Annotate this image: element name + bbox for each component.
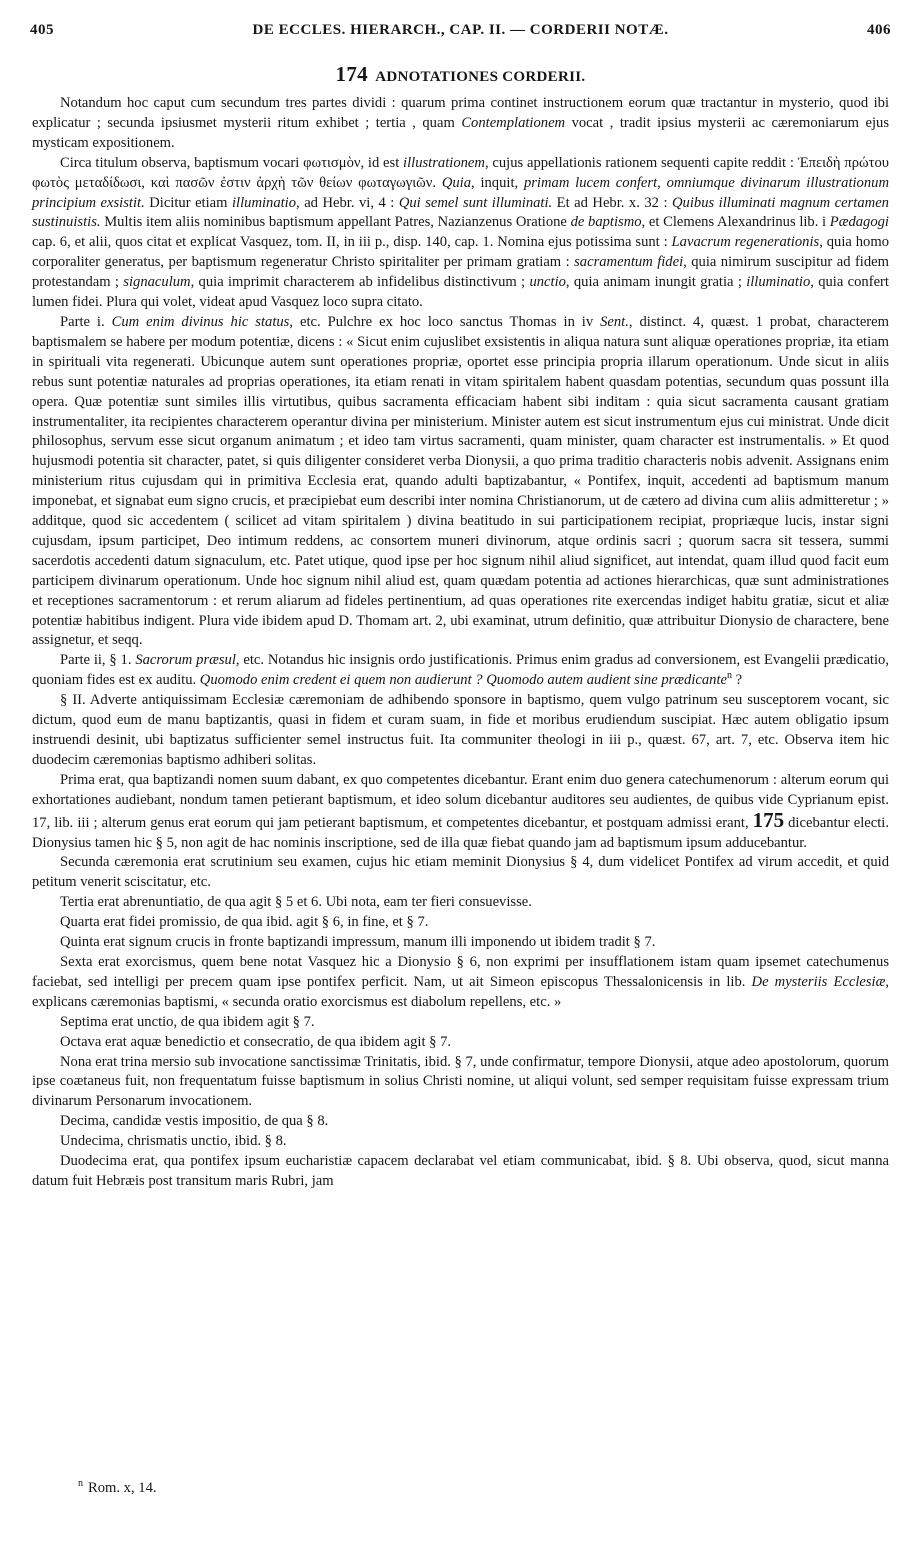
text-run: , cujus appellationis rationem sequenti capite reddit : Ἐπειδὴ πρώτου φωτὸς μεταδίδωσι, καὶ πασῶν ἐστιν ἀρχὴ τῶν θείων φωταγωγιῶν.: [32, 154, 889, 191]
text-run: Octava erat aquæ benedictio et consecratio, de qua ibidem agit § 7.: [60, 1033, 452, 1050]
paragraph: [32, 771, 889, 854]
paragraph: [32, 933, 889, 953]
footnote-mark: n: [78, 1478, 83, 1489]
text-run: Et ad Hebr. x. 32 :: [552, 194, 672, 211]
paragraph: [32, 893, 889, 913]
italic-text: de baptismo: [570, 214, 642, 231]
italic-text: unctio: [529, 274, 566, 291]
paragraph: [32, 953, 889, 1013]
text-run: Multis item aliis nominibus baptismum appellant Patres, Nazianzenus Oratione: [100, 214, 571, 231]
column-number: 174: [335, 62, 368, 86]
text-run: , inquit,: [471, 174, 524, 191]
paragraph: [32, 913, 889, 933]
italic-text: Sent.: [600, 313, 629, 330]
italic-text: primam lucem confert, omniumque divinarum illustrationum principium exsistit.: [32, 174, 889, 211]
paragraph: [32, 691, 889, 771]
text-run: Nona erat trina mersio sub invocatione sanctissimæ Trinitatis, ibid. § 7, unde confirmatur, tempore Dionysii, atque adeo apostolorum, quorum ipse coætaneus fuit, non frequentatum fuisse baptismum in solius Christi nomine, ut aliqui volunt, sed semper requisitam fuisse expressam trium divinarum Personarum invocationem.: [32, 1053, 889, 1110]
text-run: Quinta erat signum crucis in fronte baptizandi impressum, manum illi imponendo ut ibidem tradit § 7.: [60, 934, 656, 951]
text-run: Quarta erat fidei promissio, de qua ibid. agit § 6, in fine, et § 7.: [60, 914, 429, 931]
footnote-ref: n: [726, 670, 732, 682]
italic-text: De mysteriis Ecclesiæ: [751, 973, 886, 990]
paragraph: [32, 651, 889, 691]
text-run: Sexta erat exorcismus, quem bene notat Vasquez hic a Dionysio § 6, non exprimi per insufflationem istam quam ipsemet catechumenus faciebat, sed intelligi per precem quam ipse pontifex perficit. Nam, ut ait Simeon episcopus Thessalonicensis in lib.: [32, 953, 889, 990]
italic-text: Qui semel sunt illuminati.: [398, 194, 553, 211]
italic-text: illuminatio: [746, 274, 811, 291]
paragraph: [32, 1132, 889, 1152]
italic-text: sacramentum fidei: [574, 254, 684, 271]
paragraph: [32, 313, 889, 651]
paragraph: [32, 1152, 889, 1192]
column-number-inline: 175: [752, 807, 785, 832]
text-run: Decima, candidæ vestis impositio, de qua § 8.: [60, 1113, 329, 1130]
running-title: DE ECCLES. HIERARCH., CAP. II. — CORDERII NOTÆ.: [252, 22, 669, 38]
paragraph: [32, 1112, 889, 1132]
italic-text: Lavacrum regenerationis: [671, 234, 820, 251]
text-run: Prima erat, qua baptizandi nomen suum dabant, ex quo competentes dicebantur. Erant enim duo genera catechumenorum : alterum eorum qui exhortationes audiebant, nondum tamen petierant baptismum, et ideo solum dicebantur auditores seu audientes, de quibus vide Cyprianum epist. 17, lib. iii ; alterum genus erat eorum qui jam petierant baptismum, et competentes dicebantur, et postquam admissi erant,: [32, 771, 889, 831]
text-run: Septima erat unctio, de qua ibidem agit § 7.: [60, 1013, 315, 1030]
footnote: [78, 1478, 157, 1497]
text-run: , quia nimirum suscipitur ad fidem protestandam ;: [32, 254, 889, 291]
text-run: dicebantur electi. Dionysius tamen hic § 5, non agit de hac nominis inscriptione, sed de illa quæ fiebat quando jam ad baptismum ipsum adducebantur.: [32, 814, 889, 851]
text-run: , quia confert lumen fidei. Plura qui volet, videat apud Vasquez loco supra citato.: [32, 274, 889, 311]
text-run: ?: [731, 672, 743, 689]
section-heading: [30, 62, 891, 87]
running-header: [30, 22, 891, 42]
paragraph: [32, 94, 889, 154]
section-title: ADNOTATIONES CORDERII.: [375, 69, 586, 85]
footnote-text: Rom. x, 14.: [88, 1479, 157, 1496]
text-run: Secunda cæremonia erat scrutinium seu examen, cujus hic etiam meminit Dionysius § 4, dum videlicet Pontifex ad virum accedit, et quid petitum venerit sciscitatur, etc.: [32, 854, 889, 891]
text-run: Circa titulum observa, baptismum vocari φωτισμὸν, id est: [60, 154, 404, 171]
text-run: , etc. Pulchre ex hoc loco sanctus Thomas in iv: [289, 313, 601, 330]
italic-text: Quibus illuminati magnum certamen sustinuistis.: [32, 194, 889, 231]
text-run: Undecima, chrismatis unctio, ibid. § 8.: [60, 1133, 287, 1150]
text-run: , et Clemens Alexandrinus lib. i: [641, 214, 830, 231]
text-run: , explicans cæremonias baptismi, « secunda oratio exorcismus est diabolum repellens, etc. »: [32, 973, 889, 1010]
text-run: cap. 6, et alii, quos citat et explicat Vasquez, tom. II, in iii p., disp. 140, cap. 1. Nomina ejus potissima sunt :: [32, 234, 672, 251]
text-run: Dicitur etiam: [144, 194, 232, 211]
page-number-right: 406: [867, 22, 891, 38]
paragraph: [32, 853, 889, 893]
italic-text: Quia: [441, 174, 471, 191]
italic-text: illuminatio: [231, 194, 297, 211]
text-run: , quia animam inungit gratia ;: [565, 274, 747, 291]
text-run: , quia homo corporaliter generatus, per baptismum regeneratur Christo spiritaliter per primam gratiam :: [32, 234, 889, 271]
italic-text: illustrationem: [403, 154, 485, 171]
text-run: , etc. Notandus hic insignis ordo justificationis. Primus enim gradus ad conversionem, est Evangelii prædicatio, quoniam fides est ex auditu.: [32, 652, 889, 689]
text-run: Tertia erat abrenuntiatio, de qua agit § 5 et 6. Ubi nota, eam ter fieri consuevisse.: [60, 894, 532, 911]
text-run: Duodecima erat, qua pontifex ipsum eucharistiæ capacem declarabat vel etiam communicabat, ibid. § 8. Ubi observa, quod, sicut manna datum fuit Hebræis post transitum maris Rubri, jam: [32, 1153, 889, 1189]
text-run: , distinct. 4, quæst. 1 probat, characterem baptismalem se habere per modum potentiæ, dicens : « Sicut enim cujuslibet exsistentis in aliqua natura sunt aliquæ operationes propriæ, ita etiam in spirituali vita regenerati. Ubicunque autem sunt operationes propriæ, oportet esse principia propria illarum operationum. Unde sicut in aliis rebus sunt potentiæ naturales ad proprias operationes, ita etiam renati in vitam spiritalem habent quasdam potentias, secundum quas possunt illa opera. Quæ potentiæ sunt similes illis virtutibus, quibus sacramenta efficaciam habent sibi inditam : quia sicut sacramenta causant gratiam instrumentaliter, ita recipientes characterem operantur divina per ministerium. Minister autem est sicut instrumentum ejus cui ministrat. Unde dicit philosophus, servum esse sicut organum animatum ; et ideo tam virtus sacramenti, quam minister, quam character est instrumentalis. » Et quod hujusmodi potentia sit character, patet, si quis diligenter consideret verba Dionysii, a quo prima traditio characteris nobis advenit. Assignans enim ministerium ritus cujusdam qui in primitiva Ecclesia erat, quando adulti baptizabantur, « Pontifex, inquit, accedenti ad baptismum manum imponebat, et signabat eum signo crucis, et præcipiebat eum describi inter nomina Christianorum, ut de cætero ad divina cum aliis admitteretur ; » additque, quod sic accedentem ( scilicet ad vitam spiritalem ) divina beatitudo in sui participationem recipiat, propriæque lucis, instar signi cujusdam, ipsum participet, Deo intimum reddens, ac consortem muneri divinorum, atque ordinis sacri ; quorum sacra sit tessera, summi sacerdotis accedenti datum signaculum, etc. Patet utique, quod ipse per hoc signum nihil aliud significet, aut intendat, quam illud quod facit eum participem divinarum operationum. Unde hoc signum nihil aliud est, quam quædam potentia ad actiones hierarchicas, quæ sunt administrationes et receptiones sacramentorum : et rerum aliarum ad fideles pertinentium, ad quas operationes rite exercendas indiget habitu gratiæ, sicut et aliæ potentiæ habitibus indigent. Plura vide ibidem apud D. Thomam art. 2, ubi examinat, utrum definitio, quæ attribuitur Dionysio de charactere, bene assignetur, et seqq.: [32, 313, 889, 649]
text-run: Parte i.: [60, 313, 112, 330]
text-run: Notandum hoc caput cum secundum tres partes dividi : quarum prima continet instructionem eorum quæ tractantur in mysterio, quod ibi explicatur ; secunda ipsiusmet mysterii ritum exhibet ; tertia , quam: [32, 95, 889, 131]
paragraph: [32, 1033, 889, 1053]
text-run: Parte ii, § 1.: [60, 652, 136, 669]
italic-text: Pædagogi: [829, 214, 889, 231]
text-run: , quia imprimit characterem ab infidelibus distinctivum ;: [190, 274, 530, 291]
text-run: , ad Hebr. vi, 4 :: [296, 194, 399, 211]
text-run: § II. Adverte antiquissimam Ecclesiæ cæremoniam de adhibendo sponsore in baptismo, quem vulgo patrinum seu susceptorem vocant, sic dictum, quod eum de manu baptizantis, quasi in fidem et curam suam, in fide et moribus erudiendum suscipiat. Hæc autem obligatio ipsum instruendi desinit, ubi baptizatus sufficienter semel instructus fuit. Ita communiter theologi in iii p., quæst. 67, art. 7, etc. Observa item hic duodecim cæremonias baptismo adhiberi solitas.: [32, 692, 889, 768]
paragraph: [32, 1013, 889, 1033]
page-number-left: 405: [30, 22, 54, 38]
paragraph: [32, 154, 889, 313]
italic-text: Cum enim divinus hic status: [111, 313, 290, 330]
italic-text: Quomodo enim credent ei quem non audierunt ? Quomodo autem audient sine prædicante: [199, 672, 727, 689]
body-text: [32, 94, 889, 1192]
italic-text: Contemplationem: [461, 114, 566, 131]
italic-text: signaculum: [123, 274, 191, 291]
text-run: vocat , tradit ipsius mysterii ac cæremoniarum ejus mysticam expositionem.: [32, 114, 889, 151]
paragraph: [32, 1053, 889, 1113]
italic-text: Sacrorum præsul: [135, 652, 236, 669]
